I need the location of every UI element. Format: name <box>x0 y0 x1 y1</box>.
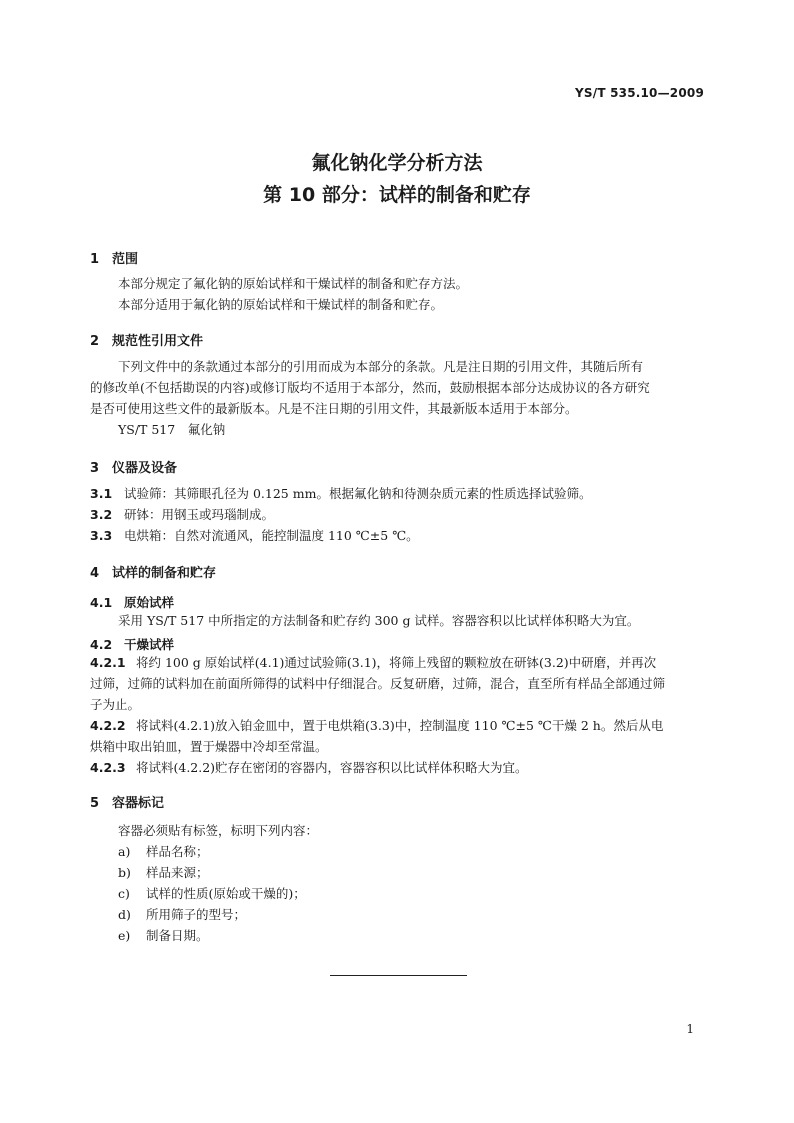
clause-line: 烘箱中取出铂皿，置于燥器中冷却至常温。 <box>90 739 328 754</box>
clause-text: 试验筛：其筛眼孔径为 0.125 mm。根据氟化钠和待测杂质元素的性质选择试验筛。 <box>124 486 592 501</box>
list-item <box>118 926 209 946</box>
clause-number: 4.2.3 <box>90 760 126 775</box>
section-title: 范围 <box>112 252 139 267</box>
paragraph: 采用 YS/T 517 中所指定的方法制备和贮存约 300 g 试样。容器容积以比试样体积略大为宜。 <box>118 613 640 628</box>
document-subtitle: 第 10 部分：试样的制备和贮存 <box>263 184 531 206</box>
subsection-4-2-heading <box>90 635 174 653</box>
section-3-heading <box>90 457 177 476</box>
clause-text: 将试料(4.2.2)贮存在密闭的容器内，容器容积以比试样体积略大为宜。 <box>136 760 528 775</box>
clause-line: 过筛，过筛的试料加在前面所筛得的试料中仔细混合。反复研磨，过筛，混合，直至所有样品全部通过筛 <box>90 676 666 691</box>
standard-code: YS/T 535.10—2009 <box>575 86 704 100</box>
clause-line: 子为止。 <box>90 697 141 712</box>
section-number: 2 <box>90 334 100 349</box>
subsection-number: 4.2 <box>90 637 113 652</box>
list-marker: a) <box>118 844 131 859</box>
clause-number: 3.3 <box>90 528 113 543</box>
clause-item <box>90 526 419 546</box>
section-number: 3 <box>90 461 100 476</box>
end-rule <box>330 975 467 976</box>
list-text: 样品名称； <box>146 844 209 859</box>
paragraph: 本部分规定了氟化钠的原始试样和干燥试样的制备和贮存方法。 <box>118 276 469 291</box>
section-2-heading <box>90 330 203 349</box>
section-title: 试样的制备和贮存 <box>112 566 217 581</box>
paragraph-line: 是否可使用这些文件的最新版本。凡是不注日期的引用文件，其最新版本适用于本部分。 <box>90 401 578 416</box>
normative-reference: YS/T 517 氟化钠 <box>118 422 226 437</box>
subsection-title: 原始试样 <box>124 595 175 610</box>
section-number: 4 <box>90 566 100 581</box>
clause-line <box>90 716 663 736</box>
list-text: 样品来源； <box>146 865 209 880</box>
section-number: 1 <box>90 252 100 267</box>
section-4-heading <box>90 562 216 581</box>
list-item <box>118 842 209 862</box>
list-marker: e) <box>118 928 131 943</box>
clause-number: 3.2 <box>90 507 113 522</box>
section-title: 容器标记 <box>112 796 165 811</box>
clause-number: 4.2.2 <box>90 718 126 733</box>
clause-number: 3.1 <box>90 486 113 501</box>
list-item <box>118 863 209 883</box>
section-number: 5 <box>90 796 100 811</box>
list-text: 所用筛子的型号； <box>146 907 247 922</box>
clause-number: 4.2.1 <box>90 655 126 670</box>
section-title: 规范性引用文件 <box>112 334 204 349</box>
list-item <box>118 884 306 904</box>
clause-item <box>90 484 591 504</box>
paragraph-line: 的修改单(不包括勘误的内容)或修订版均不适用于本部分，然而，鼓励根据本部分达成协议的各方研究 <box>90 380 650 395</box>
clause-text: 电烘箱：自然对流通风，能控制温度 110 ℃±5 ℃。 <box>124 528 419 543</box>
list-marker: d) <box>118 907 131 922</box>
section-5-heading <box>90 792 164 811</box>
clause-item <box>90 505 274 525</box>
subsection-number: 4.1 <box>90 595 113 610</box>
subsection-title: 干燥试样 <box>124 637 175 652</box>
subsection-4-1-heading <box>90 593 174 611</box>
clause-line <box>90 758 528 778</box>
clause-text: 将约 100 g 原始试样(4.1)通过试验筛(3.1)，将筛上残留的颗粒放在研钵(3.2)中研磨，并再次 <box>136 655 657 670</box>
section-1-heading <box>90 248 138 267</box>
list-text: 试样的性质(原始或干燥的)； <box>146 886 306 901</box>
section-title: 仪器及设备 <box>112 461 178 476</box>
page-number: 1 <box>686 1022 694 1036</box>
clause-text: 研钵：用钢玉或玛瑙制成。 <box>124 507 275 522</box>
paragraph: 容器必须贴有标签，标明下列内容： <box>118 823 319 838</box>
paragraph-line: 下列文件中的条款通过本部分的引用而成为本部分的条款。凡是注日期的引用文件，其随后所有 <box>118 359 644 374</box>
list-text: 制备日期。 <box>146 928 209 943</box>
clause-text: 将试料(4.2.1)放入铂金皿中，置于电烘箱(3.3)中，控制温度 110 ℃±5 ℃干燥 2 h。然后从电 <box>136 718 664 733</box>
list-item <box>118 905 246 925</box>
paragraph: 本部分适用于氟化钠的原始试样和干燥试样的制备和贮存。 <box>118 297 444 312</box>
clause-line <box>90 653 656 673</box>
list-marker: b) <box>118 865 131 880</box>
list-marker: c) <box>118 886 130 901</box>
document-title: 氟化钠化学分析方法 <box>311 152 483 174</box>
